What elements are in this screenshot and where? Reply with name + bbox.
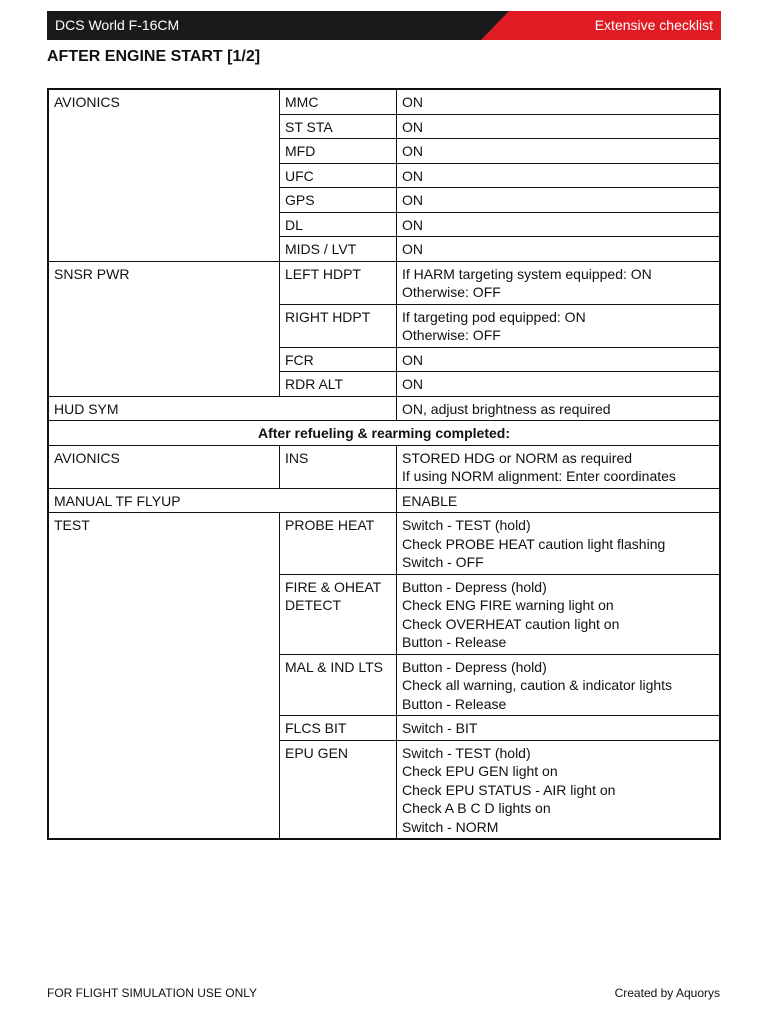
table-row xyxy=(48,513,720,575)
header-bar xyxy=(47,11,721,40)
action-line: ON xyxy=(402,192,423,208)
action-cell xyxy=(397,237,721,262)
table-row xyxy=(48,396,720,421)
action-line: STORED HDG or NORM as required xyxy=(402,449,633,466)
action-cell xyxy=(397,654,721,716)
action-line: Otherwise: OFF xyxy=(402,284,501,300)
system-name: MANUAL TF FLYUP xyxy=(48,488,397,513)
action-line: Button - Depress (hold) xyxy=(402,658,547,675)
action-line: ON xyxy=(402,94,423,110)
action-line: ON xyxy=(402,351,423,368)
checklist-type: Extensive checklist xyxy=(594,17,713,33)
action-line: Otherwise: OFF xyxy=(402,327,501,343)
system-name: AVIONICS xyxy=(48,445,280,488)
action-line: Button - Depress (hold) xyxy=(402,578,547,595)
system-name: SNSR PWR xyxy=(48,261,280,396)
item-name: MIDS / LVT xyxy=(280,237,397,262)
action-line: Check PROBE HEAT caution light flashing xyxy=(402,535,666,552)
footer-disclaimer: FOR FLIGHT SIMULATION USE ONLY xyxy=(47,986,258,1000)
item-name: LEFT HDPT xyxy=(280,261,397,304)
action-line: Button - Release xyxy=(402,634,507,650)
action-line: ON xyxy=(402,118,423,135)
footer-credit: Created by Aquorys xyxy=(614,986,720,1000)
table-row xyxy=(48,261,720,304)
action-line: ON, adjust brightness as required xyxy=(402,400,611,417)
action-line: If using NORM alignment: Enter coordinates xyxy=(402,468,676,484)
action-line: Switch - NORM xyxy=(402,818,499,835)
action-cell xyxy=(397,396,721,421)
action-line: Check all warning, caution & indicator lights xyxy=(402,677,673,693)
action-cell xyxy=(397,89,721,114)
action-cell xyxy=(397,372,721,397)
action-line: If targeting pod equipped: ON xyxy=(402,308,586,325)
action-cell xyxy=(397,114,721,139)
table-row xyxy=(48,445,720,488)
action-line: Check ENG FIRE warning light on xyxy=(402,597,614,613)
aircraft-title: DCS World F-16CM xyxy=(55,17,180,33)
action-line: ON xyxy=(402,376,423,392)
action-cell xyxy=(397,347,721,372)
action-cell xyxy=(397,445,721,488)
item-name: RDR ALT xyxy=(280,372,397,397)
action-line: ON xyxy=(402,216,423,233)
action-line: Switch - OFF xyxy=(402,554,484,570)
item-name: MMC xyxy=(280,89,397,114)
action-line: ON xyxy=(402,143,423,159)
action-cell xyxy=(397,212,721,237)
system-name: TEST xyxy=(48,513,280,840)
item-name: MFD xyxy=(280,139,397,164)
item-name: PROBE HEAT xyxy=(280,513,397,575)
item-name: INS xyxy=(280,445,397,488)
action-line: ENABLE xyxy=(402,492,458,509)
item-name: DL xyxy=(280,212,397,237)
system-name: AVIONICS xyxy=(48,89,280,261)
action-line: Check EPU STATUS - AIR light on xyxy=(402,781,616,798)
action-cell xyxy=(397,488,721,513)
item-name: FCR xyxy=(280,347,397,372)
action-cell xyxy=(397,261,721,304)
item-name: UFC xyxy=(280,163,397,188)
action-line: Check OVERHEAT caution light on xyxy=(402,615,620,632)
action-cell xyxy=(397,163,721,188)
action-line: Switch - BIT xyxy=(402,720,478,736)
action-line: Switch - TEST (hold) xyxy=(402,517,531,533)
action-line: ON xyxy=(402,167,423,184)
item-name: MAL & IND LTS xyxy=(280,654,397,716)
item-name: GPS xyxy=(280,188,397,213)
item-name: FLCS BIT xyxy=(280,716,397,741)
checklist-body xyxy=(48,89,720,839)
action-line: Button - Release xyxy=(402,695,507,712)
item-name: FIRE & OHEAT DETECT xyxy=(280,574,397,654)
page-title: AFTER ENGINE START [1/2] xyxy=(47,48,261,65)
action-cell xyxy=(397,513,721,575)
action-cell xyxy=(397,716,721,741)
system-name: HUD SYM xyxy=(48,396,397,421)
table-row xyxy=(48,89,720,114)
action-line: Check EPU GEN light on xyxy=(402,763,558,779)
action-cell xyxy=(397,304,721,347)
section-row xyxy=(48,421,720,446)
checklist-table xyxy=(47,88,721,840)
action-cell xyxy=(397,139,721,164)
action-line: Check A B C D lights on xyxy=(402,800,551,816)
item-name: EPU GEN xyxy=(280,740,397,839)
section-heading: After refueling & rearming completed: xyxy=(48,421,720,446)
table-row xyxy=(48,488,720,513)
action-cell xyxy=(397,740,721,839)
action-cell xyxy=(397,188,721,213)
action-cell xyxy=(397,574,721,654)
action-line: If HARM targeting system equipped: ON xyxy=(402,265,652,282)
action-line: Switch - TEST (hold) xyxy=(402,744,531,761)
item-name: RIGHT HDPT xyxy=(280,304,397,347)
item-name: ST STA xyxy=(280,114,397,139)
action-line: ON xyxy=(402,241,423,257)
